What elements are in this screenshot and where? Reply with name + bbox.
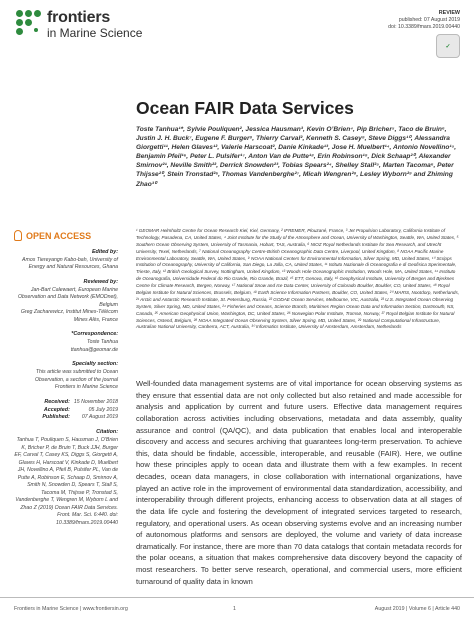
specialty-label: Specialty section: bbox=[72, 361, 118, 368]
open-lock-icon bbox=[14, 230, 22, 241]
journal-subtitle: in Marine Science bbox=[47, 26, 143, 40]
article-type: REVIEW bbox=[438, 10, 460, 16]
received-label: Received: bbox=[44, 398, 70, 405]
specialty-section bbox=[14, 361, 118, 391]
reviewed-by bbox=[14, 279, 118, 324]
citation-value: Tanhua T, Pouliquen S, Hausman J, O’Brien K, Bricher P, de Bruin T, Buck JJH, Burger EF, Carval T, Casey KS, Diggs S, Giorgetti A, Glaves H, Harscoat V, Kinkade D, Muelbert JH, Novellino A, Pfeil B, Pulsifer PL, Van de Putte A, Robinson E, Schaap D, Smirnov A, Smith N, Snowden D, Spears T, Stall S, Tacoma M, Thijsse P, Tronstad S, Vandenberghe T, Wengren M, Wyborn L and Zhao Z (2019) Ocean FAIR Data Services. Front. Mar. Sci. 6:440. doi: 10.3389/fmars.2019.00440 bbox=[14, 437, 118, 526]
author-list: Toste Tanhua¹*, Sylvie Pouliquen², Jessica Hausman³, Kevin O’Brien⁴, Pip Bricher⁵, Taco de Bruin⁶, Justin J. H. Buck⁷, Eugene F. Burger⁸, Thierry Carval², Kenneth S. Casey⁹, Steve Diggs¹⁰, Alessandra Giorgetti¹¹, Helen Glaves¹², Valerie Harscoat², Danie Kinkade¹³, Jose H. Muelbert¹⁴, Antonio Novellino¹⁵, Benjamin Pfeil¹⁶, Peter L. Pulsifer¹⁷, Anton Van de Putte¹⁸, Erin Robinson¹⁹, Dick Schaap²⁰, Alexander Smirnov²¹, Neville Smith²², Derrick Snowden²³, Tobias Spears²⁴, Shelley Stall²⁵, Marten Tacoma⁶, Peter Thijsse²⁰, Stein Tronstad²⁶, Thomas Vandenberghe²⁷, Micah Wengren²⁸, Lesley Wyborn²⁹ and Zhiming Zhao³⁰ bbox=[136, 126, 457, 188]
article-sidebar bbox=[14, 230, 118, 534]
footer-volume: August 2019 | Volume 6 | Article 440 bbox=[374, 606, 460, 612]
open-access-label: OPEN ACCESS bbox=[26, 230, 92, 241]
accepted-label: Accepted: bbox=[43, 406, 70, 413]
correspondence bbox=[14, 331, 118, 354]
correspondence-value[interactable]: Toste Tanhua ttanhua@geomar.de bbox=[70, 339, 118, 353]
published-date: published: 07 August 2019 bbox=[398, 17, 460, 24]
citation-label: Citation: bbox=[96, 429, 118, 436]
edited-by-value: Amos Tiereyangn Kabo-bah, University of Energy and Natural Resources, Ghana bbox=[22, 256, 118, 271]
citation bbox=[14, 429, 118, 527]
crossmark-label: ✓ bbox=[445, 43, 451, 50]
journal-brand: frontiers bbox=[47, 9, 111, 26]
accepted-value: 05 July 2019 bbox=[88, 406, 118, 413]
edited-by-label: Edited by: bbox=[91, 249, 118, 255]
frontiers-logo-icon bbox=[16, 10, 42, 36]
specialty-value: This article was submitted to Ocean Observation, a section of the journal Frontiers in Marine Science bbox=[34, 369, 118, 391]
crossmark-icon[interactable] bbox=[436, 34, 460, 58]
published-value: 07 August 2019 bbox=[81, 414, 118, 421]
received-value: 15 November 2018 bbox=[73, 398, 118, 405]
correspondence-label: *Correspondence: bbox=[71, 331, 118, 338]
article-dates bbox=[14, 399, 118, 422]
open-access-badge bbox=[14, 230, 118, 241]
affiliations: ¹ GEOMAR Helmholtz Centre for Ocean Research Kiel, Kiel, Germany, ² IFREMER, Plouzané, France, ³ Jet Propulsion Laboratory, California Institute of Technology, Pasadena, CA, United States, ⁴ Joint Institute for the Study of the Atmosphere and Ocean, University of Washington, Seattle, WA, United States, ⁵ Southern Ocean Observing System, University of Tasmania, Hobart, TAS, Australia, ⁶ NIOZ Royal Netherlands Institute for Sea Research, and Utrecht University, Texel, Netherlands, ⁷ National Oceanography Centre-British Oceanographic Data Centre, Liverpool, United Kingdom, ⁸ NOAA Pacific Marine Environmental Laboratory, Seattle, WA, United States, ⁹ NOAA National Centers for Environmental Information, Silver Spring, MD, United States, ¹⁰ Scripps Institution of Oceanography, University of California, San Diego, La Jolla, CA, United States, ¹¹ Istituto Nazionale di Oceanografia e di Geofisica Sperimentale, Trieste, Italy, ¹² British Geological Survey, Nottingham, United Kingdom, ¹³ Woods Hole Oceanographic Institution, Woods Hole, MA, United States, ¹⁴ Instituto de Oceanografia, Universidade Federal do Rio Grande, Rio Grande, Brazil, ¹⁵ ETT, Genova, Italy, ¹⁶ Geophysical Institute, University of Bergen and Bjerknes Centre for Climate Research, Bergen, Norway, ¹⁷ National Snow and Ice Data Center, University of Colorado Boulder, Boulder, CO, United States, ¹⁸ Royal Belgian Institute for Natural Sciences, Brussels, Belgium, ¹⁹ Earth Science Information Partners, Boulder, CO, United States, ²⁰ MARIS, Nootdorp, Netherlands, ²¹ Arctic and Antarctic Research Institute, St. Petersburg, Russia, ²² GODAE Ocean Services, Melbourne, VIC, Australia, ²³ U.S. Integrated Ocean Observing System, Silver Spring, MD, United States, ²⁴ Fisheries and Oceans, Science Branch, Maritimes Region Ocean Data and Information Section, Dartmouth, NS, Canada, ²⁵ American Geophysical Union, Washington, DC, United States, ²⁶ Norwegian Polar Institute, Tromsø, Norway, ²⁷ Royal Belgian Institute for Natural Sciences, Ostend, Belgium, ²⁸ NOAA Integrated Ocean Observing System, Silver Spring, MD, United States, ²⁹ National Computational Infrastructure, Australian National University, Canberra, ACT, Australia, ³⁰ Informatics Institute, University of Amsterdam, Amsterdam, Netherlands bbox=[136, 228, 460, 330]
page-footer bbox=[0, 597, 474, 622]
abstract-text: Well-founded data management systems are of vital importance for ocean observing systems as they ensure that essential data are not only collected but also retained and made accessible for analysis and application by current and future users. Effective data management requires collaboration across activities including observations, metadata and data assembly, quality assurance and control (QA/QC), and data publication that enables local and interoperable discovery and access and secures archiving that guarantees long-term preservation. To achieve this, data should be findable, accessible, interoperable, and reusable (FAIR). Here, we outline how these principles apply to ocean data and illustrate them with a few examples. In recent decades, ocean data managers, in close collaboration with international organizations, have played an active role in the improvement of environmental data standardization, accessibility, and interoperability through different projects, enhancing access to observation data at all stages of the data life cycle and fostering the development of integrated services targeted to research, regulatory, and operational users. As ocean observing systems evolve and an increasing number of autonomous platforms and sensors are deployed, the volume and variety of data increase dramatically. For instance, there are more than 70 data catalogs that contain metadata records for the polar oceans, a situation that makes comprehensive data discovery beyond the capacity of most researchers. To better serve research, operational, and commercial users, more efficient turnaround of quality data in known bbox=[136, 379, 462, 586]
published-label: Published: bbox=[42, 414, 70, 421]
page-number: 1 bbox=[233, 606, 236, 612]
article-meta bbox=[388, 10, 460, 31]
article-doi[interactable]: doi: 10.3389/fmars.2019.00440 bbox=[388, 24, 460, 31]
footer-journal[interactable]: Frontiers in Marine Science | www.frontiersin.org bbox=[14, 606, 128, 612]
reviewed-by-label: Reviewed by: bbox=[83, 278, 118, 285]
edited-by bbox=[14, 249, 118, 272]
reviewed-by-value: Jan-Bart Calewaert, European Marine Observation and Data Network (EMODnet), Belgium Greg Zacharewicz, Institut Mines-Télécom Mines Alès, France bbox=[17, 286, 118, 323]
journal-logo bbox=[16, 10, 142, 39]
article-title: Ocean FAIR Data Services bbox=[136, 98, 354, 118]
